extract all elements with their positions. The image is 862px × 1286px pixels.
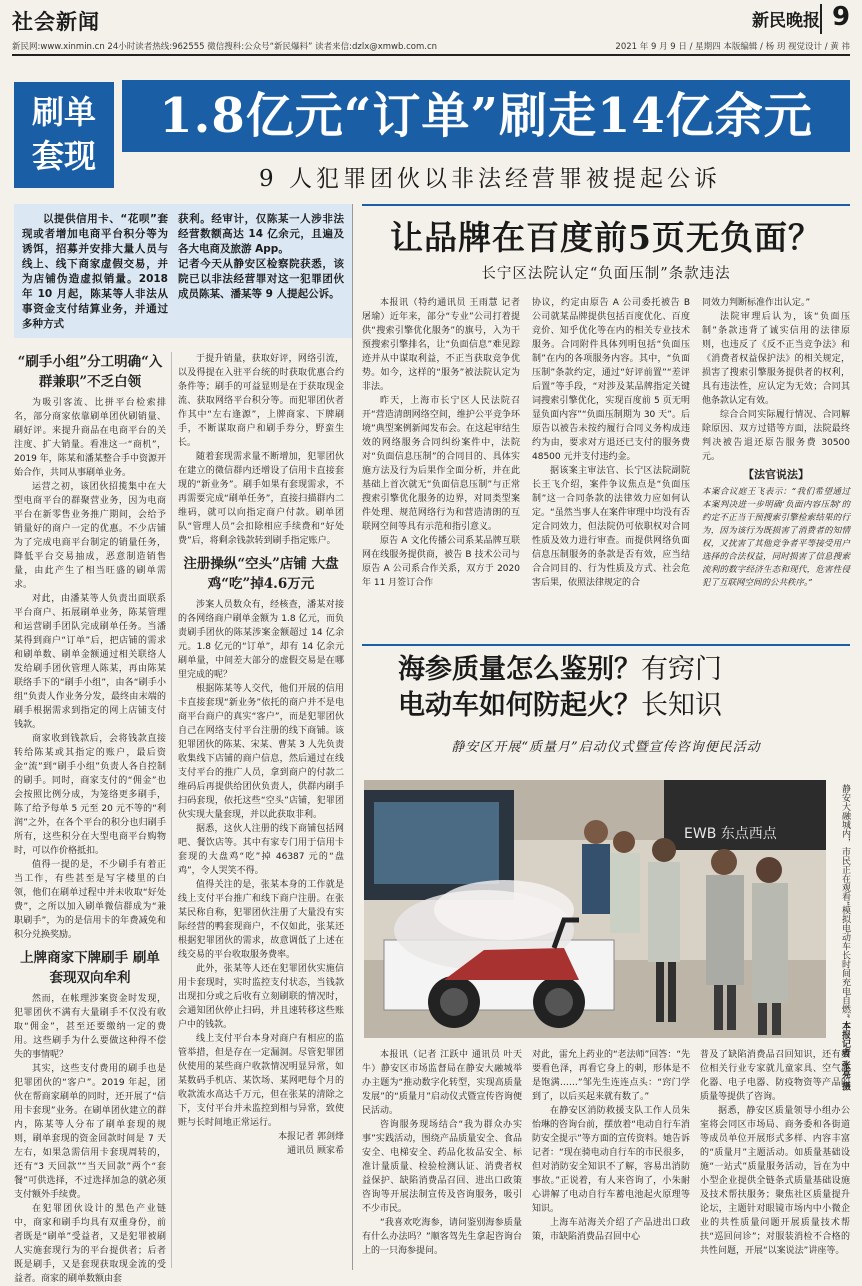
brand-headline: 让品牌在百度前5页无负面？ [390, 218, 822, 257]
column-divider [171, 352, 172, 1268]
subheading: “刷手小组”分工明确“入群兼职”不乏白领 [17, 354, 163, 390]
paragraph: 随着套现需求量不断增加，犯罪团伙在建立的微信群内还增设了信用卡直接套现的“新业务”。刷手如果有套现需求，不再需要完成“刷单任务”，直接扫描群内二维码，就可以向指定商户付款。刷单团队“管理人员”会扣除相应手续费和“好处费”后，将剩余钱款转到刷手指定账户。 [178, 452, 344, 546]
lead-body-column-2 [178, 352, 344, 1268]
newspaper-name: 新民晚报 [752, 11, 820, 31]
paragraph: 运营之初，该团伙招揽集中在大型电商平台的群聚营业务，因为电商平台在新零售业务推广期间，会给予销量好的商户一定的优惠。不少店铺为了完成电商平台制定的销量任务，降低平台交易抽成，恶意制造销售量，由此产生了相当旺盛的刷单需求。 [14, 482, 166, 590]
paragraph: 根据陈某等人交代，他们开展的信用卡直接套现“新业务”依托的商户并不是电商平台商户的真实“客户”，而是犯罪团伙自己在网络支付平台注册的线下商铺。该犯罪团伙的陈某、宋某、曹某 3 人先负责收集线下店铺的商户信息，然后通过在线支付平台的推广人员，拿到商户的付款二维码后再提供给团伙负责人，供群内刷手扫码套现，依托这些“空头”店铺，犯罪团伙实现大量套现，并以此获取非利。 [178, 684, 344, 820]
paragraph: 普及了缺陷消费品召回知识，还有数位相关行业专家就儿童家具、空气净化器、电子电器、防疫物资等产品的质量等提供了咨询。 [700, 1050, 850, 1102]
paragraph: 对此，由潘某等人负责出面联系平台商户、拓展刷单业务，陈某管理和运营刷手团队完成刷单任务。当潘某得到商户“订单”后，把店铺的需求和刷单数、刷单金额通过相关联络人发给刷手团伙管理人陈某，再由陈某联络手下的“刷手小组”，由各“刷手小组”负责人作业务分发，最终由末端的刷手根据需求到指定的网上店铺支付钱款。 [14, 594, 166, 730]
topic-tag [14, 82, 114, 188]
sea-body-column-3 [700, 1048, 850, 1270]
subheading: 注册操纵“空头”店铺 大盘鸡“吃”掉4.6万元 [183, 556, 339, 592]
column-divider [352, 204, 353, 1270]
sea-body-column-1 [362, 1048, 522, 1270]
paragraph: 据悉，这伙人注册的线下商铺包括网吧、餐饮店等。其中有家专门用于信用卡套现的大盘鸡“吃”掉 46387 元的“盘鸡”，令人哭笑不得。 [178, 824, 344, 876]
paragraph: 此外，张某等人还在犯罪团伙实施信用卡套现时，实时监控支付状态，当钱款出现扣分或之后收有立刻刷联的情况时，会通知团伙停止扫码，并且速转移这些账户中的钱款。 [178, 964, 344, 1030]
paragraph: 在犯罪团伙设计的黑色产业链中，商家和刷手均具有双重身份，前者既是“刷单”受益者，又是犯罪被刷人实施套现行为的平台提供者；后者既是刷手，又是套现获取现金流的受益者。商家的刷单数额由套 [14, 1204, 166, 1284]
photo-caption [834, 784, 850, 1090]
paragraph: 咨询服务现场结合“我为群众办实事”实践活动，围绕产品质量安全、食品安全、电梯安全、药品化妆品安全、标准计量质量、检验检测认证、消费者权益保护、缺陷消费品召回、进出口政策咨询等开展法制宣传及咨询服务，吸引不少市民。 [362, 1120, 522, 1214]
headline-line-1-strong: 海参质量怎么鉴别？ [398, 654, 641, 685]
event-photo [364, 780, 826, 1038]
meta-row [12, 40, 850, 52]
headline-line-1 [398, 652, 850, 688]
brand-body-column-2 [532, 296, 690, 626]
paragraph: 法院审理后认为，该“负面压制”条款违背了诚实信用的法律原则，也违反了《反不正当竞争法》和《消费者权益保护法》的相关规定，损害了搜索引擎服务提供者的权利，具有违法性，应认定为无效；合同其他条款认定有效。 [702, 312, 850, 406]
brand-body-column-3 [702, 296, 850, 626]
paragraph: 综合合同实际履行情况、合同解除原因、双方过错等方面，法院最终判决被告退还原告服务费 30500 元。 [702, 410, 850, 462]
paragraph: 然而，在帐理涉案资金时发现，犯罪团伙不满有大量刷手不仅没有收取“佣金”，甚至还要缴纳一定的费用。这些刷手为什么要做这种得不偿失的事情呢？ [14, 994, 166, 1060]
paragraph: “我喜欢吃海参，请问鉴别海参质量有什么办法吗？”顺客驾先生拿起咨询台上的一只海参提问。 [362, 1218, 522, 1256]
paragraph: 在静安区消防救援支队工作人员朱怡琳的咨询台前，摆放着“电动自行车消防安全提示”等方面的宣传资料。她告诉记者：“现在骑电动自行车的市民很多，但对消防安全知识不了解，容易出消防事故。”正说着，有人来咨询了，小朱耐心讲解了电动自行车蓄电池起火原理等知识。 [532, 1106, 690, 1214]
paragraph: 值得关注的是，张某本身的工作就是线上支付平台推广和线下商户注册。在张某民称自称，犯罪团伙注册了大量没有实际经营的鸭套现商户，不仅如此，张某还根据犯罪团伙的需求，故意调低了上述在线交易的平台收取服务费率。 [178, 880, 344, 960]
headline-line-2 [398, 688, 850, 724]
byline-correspondent: 通讯员 顾家希 [287, 1146, 344, 1156]
paragraph: 同效力判断标准作出认定。” [702, 298, 811, 308]
masthead-divider [820, 4, 822, 34]
judge-comment-text: 本案合议庭王飞表示：“我们希望通过本案判决进一步明确‘负面内容压制’的约定不正当干预搜索引擎检索结果的行为，因为该行为既损害了消费者的知情权，又扰害了其他竞争者平等接受用户选择的合法权益，同时损害了信息搜索流利的数字经济生态和现代，危害性侵犯了互联网空间的公共秩序。” [702, 487, 850, 588]
lead-body-column-1 [14, 352, 166, 1284]
paragraph: 本报讯（特约通讯员 王雨慧 记者 屠瑜）近年来，部分“专业”公司打着提供“搜索引擎优化服务”的旗号，入为干预搜索引擎排名，让“负面信息”难见踪迹并从中谋取利益，不正当获取竞争优势。如今，这样的“服务”被法院认定为非法。 [362, 298, 520, 392]
lead-subheadline: 9 人犯罪团伙以非法经营罪被提起公诉 [259, 166, 721, 192]
event-photo-illustration [364, 780, 826, 1038]
paragraph: 上海车站海关介绍了产品进出口政策，市缺陷消费品召回中心 [532, 1218, 690, 1242]
sea-body-column-2 [532, 1048, 690, 1270]
paragraph: 本报讯（记者 江跃中 通讯员 叶天牛）静安区市场监督局在静安大融城举办主题为“推动数字化转型，实现高质量发展”的“质量月”启动仪式暨宣传咨询便民活动。 [362, 1050, 522, 1116]
paragraph: 商家收到钱款后，会将钱款直接转给陈某或其指定的账户，最后资金“流”到“刷手小组”负责人各自控制的刷手。同时，商家支付的“佣金”也会按照比例分成，为笼络更多刷手，陈了给予每单 5 元至 20 元不等的“利润”之外，在各个平台的积分也归刷手所有，这些积分在大型电商平台购物时，可以作价格抵扣。 [14, 734, 166, 856]
subheading: 上牌商家下牌刷手 刷单套现双向牟利 [20, 950, 160, 986]
headline-line-2-strong: 电动车如何防起火？ [398, 690, 641, 721]
paragraph: 协议，约定由原告 A 公司委托被告 B 公司就某品牌提供包括百度优化、百度竞价、知乎优化等在内的相关专业技术服务。合同附件具体列明包括“负面压制”在内的各项服务内容。其中，“负面压制”条款约定，通过“好评前置”“差评后置”等手段，“对涉及某品牌指定关键词搜索引擎优化，实现百度前 5 页无明显负面内容”“负面压制期为 30 天”。后原告以被告未按约履行合同义务构成违约为由，要求对方退还已支付的服务费 48500 元并支付违约金。 [532, 298, 690, 462]
byline-reporter: 本报记者 郭剑烽 [278, 1132, 344, 1142]
section-title: 社会新闻 [12, 10, 100, 34]
headline-line-1-weak: 有窍门 [641, 654, 722, 685]
lead-headline: 1.8亿元“订单”刷走14亿余元 [122, 80, 850, 152]
shop-sign: EWB 东点西点 [684, 826, 777, 842]
paragraph: 昨天，上海市长宁区人民法院召开“营造清朗网络空间，维护公平竞争环境”典型案例新闻发布会。在这起审结生效的网络服务合同纠纷案件中，法院对“负面信息压制”的合同目的、具体实施方法及行为后果作全面分析，并在此基础上首次就无“负面信息压制”与正常搜索引擎优化服务的边界，对同类型案件处理、规范网络行为和营造清朗的互联网空间等具有示范和指引意义。 [362, 396, 520, 532]
lead-summary-part1: 以提供信用卡、“花呗”套现或者增加电商平台积分等为诱饵，招募并安排大量人员与线上、线下商家虚假交易，并为店铺伪造虚拟销量。2018 年 10 月起，陈某等人非法从事资金支付结算业务，并通过多种方式 [22, 213, 168, 330]
contact-info: 新民网:www.xinmin.cn 24小时读者热线:962555 微信搜科:公众号“新民爆料” 读者来信:dzlx@xmwb.com.cn [12, 42, 438, 52]
paragraph: 于提升销量，获取好评，网络引流，以及得提在入驻平台统的时获取优惠合约条件等；刷手的可益显则是在于获取现金流、获取网络平台积分等。而犯罪团伙者作其中“左右逢源”，上牌商家、下牌刷手，不断谋取商户和刷手券分，野蛮生长。 [178, 354, 344, 448]
headline-line-2-weak: 长知识 [641, 690, 722, 721]
brand-subheadline: 长宁区法院认定“负面压制”条款违法 [481, 266, 731, 282]
topic-tag-line1: 刷单 [31, 93, 96, 131]
topic-tag-line2: 套现 [31, 137, 96, 175]
photo-caption-text: 静安大融城内，市民正在观看“模拟电动车长时间充电自燃” [840, 784, 850, 1019]
paragraph: 原告 A 文化传播公司系某品牌互联网在线服务提供商，被告 B 技术公司与原告 A 公司系合作关系，双方于 2020 年 11 月签订合作 [362, 536, 520, 588]
paragraph: 涉案人员数众有，经核查，潘某对接的各网络商户刷单金额为 1.8 亿元，而负责刷手团伙的陈某涉案金额超过 14 亿余元。1.8 亿元的“订单”，却有 14 亿余元刷单量，中间差大部分的虚假交易是在哪里完成的呢？ [178, 600, 344, 680]
paragraph: 值得一提的是，不少刷手有着正当工作，有些甚至是写字楼里的白领，他们在刷单过程中并未收取“好处费”，之所以加入刷单微信群成为“兼职刷手”，为的是信用卡的年费减免和积分兑换奖励。 [14, 860, 166, 940]
judge-comment-heading: 【法官说法】 [743, 468, 809, 481]
sea-subheadline: 静安区开展“质量月”启动仪式暨宣传咨询便民活动 [451, 740, 761, 755]
paragraph: 其实，这些支付费用的刷手也是犯罪团伙的“客户”。2019 年起，团伙在帮商家刷单的同时，还开展了“信用卡套现”业务。在刷单团伙建立的群内，陈某等人分布了刷单套现的规则，刷单套现的资金回款时间是 7 天左右，如果急需信用卡套现周转的，还有“3 天回款”“当天回款”两个“套餐”可供选择，不过选择加急的就必须支付额外手续费。 [14, 1064, 166, 1200]
lead-summary-part2: 获利。经审计，仅陈某一人涉非法经营数额高达 14 亿余元，且遍及各大电商及旅游 App。 记者今天从静安区检察院获悉，该院已以非法经营罪对这一犯罪团伙成员陈某、潘某等 9 人提起公诉。 [178, 213, 344, 300]
header-rule [12, 54, 850, 56]
date-editors: 2021 年 9 月 9 日 / 星期四 本版编辑 / 杨 玥 视觉设计 / 黄 祎 [615, 42, 850, 52]
article-top-rule [362, 644, 850, 646]
article-top-rule [362, 204, 850, 206]
photo-credit: 本报记者 张亮 摄 [840, 1021, 850, 1091]
page-number: 9 [832, 2, 851, 32]
paragraph: 线上支付平台本身对商户有相应的监管举措，但是存在一定漏洞。尽管犯罪团伙使用的某些商户收款情况明显异常，如某数码手机店、某饮场、某网吧每个月的收款流水高达千万元，但在张某的清除之下，支付平台并未监控到相与异常，致使赃与长时间地正常运行。 [178, 1034, 344, 1128]
paragraph: 对此，雷允上药业的“老法师”回答：“先要看色泽，再看它身上的刺，形体是不是饱满……”邹先生连连点头：“窍门学到了，以后买起来就有数了。” [532, 1050, 690, 1102]
paragraph: 据该案主审法官、长宁区法院副院长王飞介绍，案件争议焦点是“负面压制”这一合同条款的法律效力应如何认定。“虽然当事人在案件审理中均没有否定合同效力，但法院仍可依职权对合同性质及效力进行审查。而提供网络负面信息压制服务的条款是否有效，应当结合合同目的、行为性质及方式、社会危害后果，依照法律规定的合 [532, 466, 690, 588]
paragraph: 为吸引客流、比拼平台检索排名，部分商家依靠刷单团伙刷销量、刷好评。来提升商品在电商平台的关注度、扩大销量。看准这一“商机”，2019 年，陈某和潘某整合手中资源开始合作，共同从事刷单业务。 [14, 398, 166, 478]
paragraph: 据悉，静安区质量领导小组办公室将会同区市场局、商务委和各街道等成员单位开展形式多样、内容丰富的“质量月”主题活动。如质量基础设施“一站式”质量服务活动，旨在为中小型企业提供全链条式质量基础设施及技术帮扶服务；聚焦社区质量提升论坛，主题针对眼镜市场内中小微企业的共性质量问题开展质量技术帮扶“巡回问诊”；对服装消检不合格的共性问题，开展“以案说法”讲座等。 [700, 1106, 850, 1256]
brand-body-column-1 [362, 296, 520, 626]
